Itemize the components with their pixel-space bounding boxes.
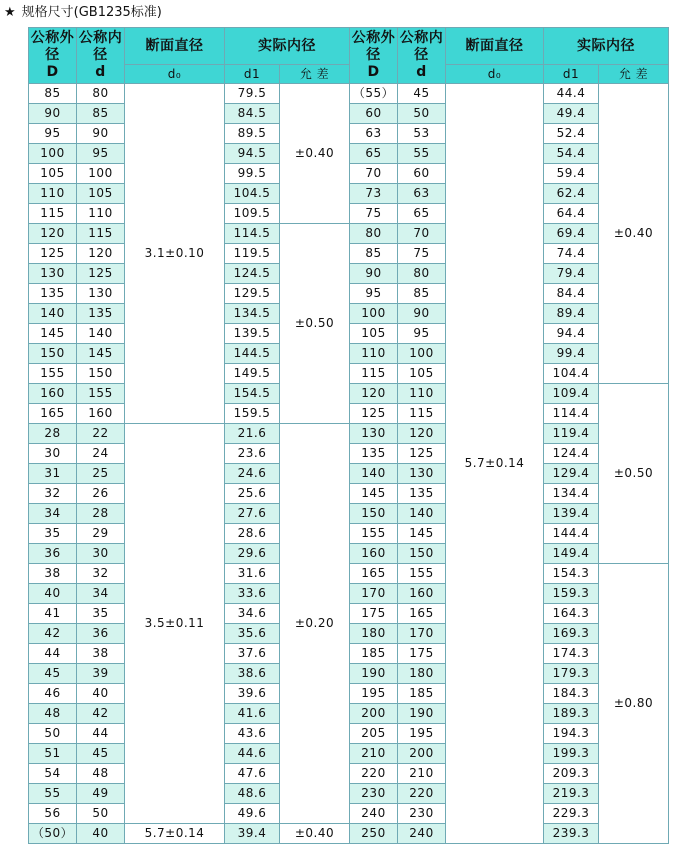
cell-actual-id-right: 169.3 (544, 624, 599, 644)
cell-nominal-od-right: 90 (350, 264, 398, 284)
cell-nominal-id-right: 135 (398, 484, 446, 504)
cell-actual-id: 39.6 (225, 684, 280, 704)
cell-nominal-od: 135 (29, 284, 77, 304)
cell-nominal-id-right: 175 (398, 644, 446, 664)
cell-nominal-od: 44 (29, 644, 77, 664)
cell-nominal-od: 42 (29, 624, 77, 644)
cell-tolerance: ±0.40 (280, 84, 350, 224)
cell-actual-id: 31.6 (225, 564, 280, 584)
cell-nominal-od: 30 (29, 444, 77, 464)
col-header-tolerance-right: 允 差 (599, 65, 669, 84)
cell-nominal-od: 120 (29, 224, 77, 244)
cell-actual-id-right: 109.4 (544, 384, 599, 404)
cell-actual-id-right: 64.4 (544, 204, 599, 224)
col-header-nominal-id-right: 公称内径 d (398, 28, 446, 84)
cell-nominal-id-right: 140 (398, 504, 446, 524)
cell-actual-id-right: 194.3 (544, 724, 599, 744)
col-header-d0: d₀ (125, 65, 225, 84)
cell-nominal-id: 39 (77, 664, 125, 684)
cell-nominal-id: 30 (77, 544, 125, 564)
cell-nominal-od-right: 155 (350, 524, 398, 544)
cell-actual-id: 44.6 (225, 744, 280, 764)
cell-actual-id-right: 94.4 (544, 324, 599, 344)
cell-nominal-id-right: 220 (398, 784, 446, 804)
cell-section-diameter: 3.1±0.10 (125, 84, 225, 424)
cell-nominal-od: 46 (29, 684, 77, 704)
cell-nominal-id: 26 (77, 484, 125, 504)
cell-nominal-id-right: 55 (398, 144, 446, 164)
cell-nominal-id: 150 (77, 364, 125, 384)
cell-actual-id-right: 114.4 (544, 404, 599, 424)
cell-nominal-od-right: 230 (350, 784, 398, 804)
col-header-nominal-id: 公称内径 d (77, 28, 125, 84)
cell-nominal-id-right: 120 (398, 424, 446, 444)
cell-actual-id-right: 119.4 (544, 424, 599, 444)
cell-nominal-id: 105 (77, 184, 125, 204)
cell-nominal-id: 160 (77, 404, 125, 424)
cell-actual-id: 104.5 (225, 184, 280, 204)
cell-actual-id-right: 209.3 (544, 764, 599, 784)
cell-nominal-id-right: 170 (398, 624, 446, 644)
cell-nominal-id: 29 (77, 524, 125, 544)
cell-actual-id: 114.5 (225, 224, 280, 244)
cell-nominal-id: 125 (77, 264, 125, 284)
cell-nominal-od: 28 (29, 424, 77, 444)
cell-nominal-id: 35 (77, 604, 125, 624)
cell-nominal-id-right: 155 (398, 564, 446, 584)
cell-actual-id-right: 229.3 (544, 804, 599, 824)
cell-actual-id-right: 179.3 (544, 664, 599, 684)
cell-actual-id-right: 54.4 (544, 144, 599, 164)
cell-actual-id-right: 239.3 (544, 824, 599, 844)
cell-nominal-od: 90 (29, 104, 77, 124)
cell-actual-id: 154.5 (225, 384, 280, 404)
cell-nominal-od: 130 (29, 264, 77, 284)
col-header-section-dia: 断面直径 (125, 28, 225, 65)
cell-tolerance: ±0.50 (280, 224, 350, 424)
cell-actual-id-right: 89.4 (544, 304, 599, 324)
cell-actual-id: 33.6 (225, 584, 280, 604)
table-row (29, 424, 669, 444)
cell-actual-id-right: 144.4 (544, 524, 599, 544)
cell-nominal-id: 95 (77, 144, 125, 164)
cell-nominal-id: 90 (77, 124, 125, 144)
cell-nominal-od-right: 205 (350, 724, 398, 744)
cell-nominal-od: 115 (29, 204, 77, 224)
cell-nominal-id: 50 (77, 804, 125, 824)
col-header-section-dia-right: 断面直径 (446, 28, 544, 65)
cell-actual-id-right: 79.4 (544, 264, 599, 284)
cell-nominal-od: 155 (29, 364, 77, 384)
cell-nominal-id-right: 185 (398, 684, 446, 704)
cell-nominal-od-right: 80 (350, 224, 398, 244)
cell-nominal-id: 38 (77, 644, 125, 664)
cell-nominal-id: 155 (77, 384, 125, 404)
cell-actual-id: 79.5 (225, 84, 280, 104)
cell-nominal-od-right: 150 (350, 504, 398, 524)
cell-actual-id-right: 69.4 (544, 224, 599, 244)
cell-nominal-od-right: 175 (350, 604, 398, 624)
cell-actual-id: 49.6 (225, 804, 280, 824)
cell-actual-id: 109.5 (225, 204, 280, 224)
cell-nominal-id: 120 (77, 244, 125, 264)
cell-actual-id-right: 199.3 (544, 744, 599, 764)
cell-nominal-id-right: 100 (398, 344, 446, 364)
cell-nominal-od: 85 (29, 84, 77, 104)
cell-actual-id-right: 159.3 (544, 584, 599, 604)
cell-nominal-id-right: 115 (398, 404, 446, 424)
cell-nominal-id-right: 70 (398, 224, 446, 244)
cell-nominal-od: 50 (29, 724, 77, 744)
cell-nominal-od: 150 (29, 344, 77, 364)
table-row (29, 84, 669, 104)
cell-nominal-id-right: 145 (398, 524, 446, 544)
cell-nominal-od-right: 115 (350, 364, 398, 384)
cell-nominal-id-right: 180 (398, 664, 446, 684)
cell-tolerance: ±0.40 (280, 824, 350, 844)
cell-nominal-id: 80 (77, 84, 125, 104)
cell-nominal-id-right: 195 (398, 724, 446, 744)
cell-nominal-id-right: 80 (398, 264, 446, 284)
cell-nominal-od-right: 135 (350, 444, 398, 464)
cell-section-diameter: 5.7±0.14 (125, 824, 225, 844)
title-text: 规格尺寸(GB1235标准) (21, 5, 162, 20)
cell-nominal-od-right: 240 (350, 804, 398, 824)
cell-nominal-od: 165 (29, 404, 77, 424)
cell-nominal-od-right: （55） (350, 84, 398, 104)
cell-actual-id-right: 124.4 (544, 444, 599, 464)
cell-nominal-id-right: 50 (398, 104, 446, 124)
cell-actual-id: 27.6 (225, 504, 280, 524)
cell-actual-id: 43.6 (225, 724, 280, 744)
cell-nominal-id: 40 (77, 824, 125, 844)
cell-nominal-id: 115 (77, 224, 125, 244)
cell-actual-id: 23.6 (225, 444, 280, 464)
cell-nominal-id-right: 200 (398, 744, 446, 764)
cell-nominal-od-right: 95 (350, 284, 398, 304)
cell-nominal-id-right: 75 (398, 244, 446, 264)
cell-nominal-od: 35 (29, 524, 77, 544)
cell-nominal-od-right: 63 (350, 124, 398, 144)
cell-nominal-id-right: 150 (398, 544, 446, 564)
cell-actual-id-right: 104.4 (544, 364, 599, 384)
cell-nominal-od-right: 195 (350, 684, 398, 704)
cell-nominal-od: 34 (29, 504, 77, 524)
cell-actual-id: 48.6 (225, 784, 280, 804)
cell-nominal-id-right: 125 (398, 444, 446, 464)
cell-actual-id-right: 139.4 (544, 504, 599, 524)
cell-nominal-od: 32 (29, 484, 77, 504)
cell-nominal-id-right: 63 (398, 184, 446, 204)
cell-nominal-od: 125 (29, 244, 77, 264)
cell-actual-id: 24.6 (225, 464, 280, 484)
cell-nominal-od: 48 (29, 704, 77, 724)
cell-actual-id-right: 134.4 (544, 484, 599, 504)
cell-nominal-od: 40 (29, 584, 77, 604)
cell-nominal-od: 56 (29, 804, 77, 824)
cell-nominal-id-right: 190 (398, 704, 446, 724)
cell-actual-id: 99.5 (225, 164, 280, 184)
star-icon: ★ (4, 5, 16, 20)
cell-nominal-id-right: 105 (398, 364, 446, 384)
cell-nominal-od-right: 125 (350, 404, 398, 424)
cell-nominal-od: 36 (29, 544, 77, 564)
cell-nominal-od-right: 75 (350, 204, 398, 224)
cell-actual-id: 21.6 (225, 424, 280, 444)
cell-nominal-id-right: 165 (398, 604, 446, 624)
cell-nominal-id: 34 (77, 584, 125, 604)
cell-actual-id: 29.6 (225, 544, 280, 564)
cell-nominal-od-right: 170 (350, 584, 398, 604)
cell-actual-id-right: 149.4 (544, 544, 599, 564)
spec-table (28, 27, 669, 844)
cell-nominal-id-right: 95 (398, 324, 446, 344)
cell-nominal-id: 36 (77, 624, 125, 644)
cell-tolerance-right: ±0.50 (599, 384, 669, 564)
cell-actual-id: 89.5 (225, 124, 280, 144)
cell-nominal-od-right: 250 (350, 824, 398, 844)
cell-nominal-od: 105 (29, 164, 77, 184)
cell-nominal-od-right: 85 (350, 244, 398, 264)
cell-nominal-id: 45 (77, 744, 125, 764)
col-header-d1: d1 (225, 65, 280, 84)
cell-nominal-od-right: 145 (350, 484, 398, 504)
cell-nominal-id: 25 (77, 464, 125, 484)
cell-nominal-od-right: 130 (350, 424, 398, 444)
cell-actual-id: 129.5 (225, 284, 280, 304)
cell-actual-id: 28.6 (225, 524, 280, 544)
cell-actual-id: 35.6 (225, 624, 280, 644)
cell-nominal-id: 48 (77, 764, 125, 784)
cell-nominal-id: 22 (77, 424, 125, 444)
cell-nominal-id: 130 (77, 284, 125, 304)
cell-nominal-od-right: 200 (350, 704, 398, 724)
cell-actual-id: 159.5 (225, 404, 280, 424)
cell-tolerance-right: ±0.40 (599, 84, 669, 384)
cell-actual-id: 84.5 (225, 104, 280, 124)
cell-actual-id-right: 184.3 (544, 684, 599, 704)
cell-nominal-od-right: 70 (350, 164, 398, 184)
cell-nominal-od-right: 120 (350, 384, 398, 404)
page-title (4, 2, 162, 24)
col-header-nominal-od: 公称外径 D (29, 28, 77, 84)
cell-nominal-id-right: 90 (398, 304, 446, 324)
cell-nominal-id: 24 (77, 444, 125, 464)
cell-nominal-od: 140 (29, 304, 77, 324)
cell-actual-id-right: 174.3 (544, 644, 599, 664)
col-header-d1-right: d1 (544, 65, 599, 84)
cell-actual-id-right: 62.4 (544, 184, 599, 204)
cell-nominal-od-right: 60 (350, 104, 398, 124)
cell-nominal-od-right: 165 (350, 564, 398, 584)
cell-actual-id: 34.6 (225, 604, 280, 624)
cell-nominal-od: 38 (29, 564, 77, 584)
cell-nominal-od-right: 65 (350, 144, 398, 164)
cell-actual-id-right: 52.4 (544, 124, 599, 144)
cell-nominal-od-right: 100 (350, 304, 398, 324)
cell-actual-id: 134.5 (225, 304, 280, 324)
cell-section-diameter-right: 5.7±0.14 (446, 84, 544, 844)
cell-nominal-id: 135 (77, 304, 125, 324)
cell-tolerance-right: ±0.80 (599, 564, 669, 844)
cell-nominal-id-right: 65 (398, 204, 446, 224)
cell-actual-id-right: 84.4 (544, 284, 599, 304)
cell-actual-id-right: 59.4 (544, 164, 599, 184)
cell-nominal-od: 31 (29, 464, 77, 484)
cell-nominal-id-right: 53 (398, 124, 446, 144)
cell-nominal-id-right: 240 (398, 824, 446, 844)
header-row-main (29, 28, 669, 65)
col-header-d0-right: d₀ (446, 65, 544, 84)
cell-section-diameter: 3.5±0.11 (125, 424, 225, 824)
cell-nominal-id-right: 160 (398, 584, 446, 604)
cell-actual-id: 149.5 (225, 364, 280, 384)
cell-nominal-id: 42 (77, 704, 125, 724)
cell-nominal-od: 55 (29, 784, 77, 804)
cell-actual-id-right: 164.3 (544, 604, 599, 624)
cell-nominal-od: 100 (29, 144, 77, 164)
cell-nominal-od: 110 (29, 184, 77, 204)
cell-nominal-od: 54 (29, 764, 77, 784)
cell-nominal-od: （50） (29, 824, 77, 844)
cell-nominal-od: 51 (29, 744, 77, 764)
cell-nominal-id: 145 (77, 344, 125, 364)
cell-actual-id-right: 189.3 (544, 704, 599, 724)
cell-actual-id: 139.5 (225, 324, 280, 344)
cell-nominal-od-right: 210 (350, 744, 398, 764)
cell-actual-id: 47.6 (225, 764, 280, 784)
cell-nominal-id-right: 110 (398, 384, 446, 404)
cell-nominal-od-right: 220 (350, 764, 398, 784)
cell-actual-id: 39.4 (225, 824, 280, 844)
cell-nominal-id: 140 (77, 324, 125, 344)
cell-actual-id-right: 154.3 (544, 564, 599, 584)
table-row (29, 824, 669, 844)
cell-nominal-id-right: 230 (398, 804, 446, 824)
cell-nominal-id: 49 (77, 784, 125, 804)
cell-nominal-id: 100 (77, 164, 125, 184)
cell-nominal-od-right: 185 (350, 644, 398, 664)
cell-nominal-od: 95 (29, 124, 77, 144)
col-header-actual-id-right: 实际内径 (544, 28, 669, 65)
cell-actual-id-right: 129.4 (544, 464, 599, 484)
cell-actual-id: 124.5 (225, 264, 280, 284)
header-row-sub (29, 65, 669, 84)
cell-actual-id: 144.5 (225, 344, 280, 364)
cell-nominal-od: 160 (29, 384, 77, 404)
cell-nominal-id: 40 (77, 684, 125, 704)
cell-actual-id: 41.6 (225, 704, 280, 724)
cell-nominal-id: 44 (77, 724, 125, 744)
cell-nominal-od-right: 160 (350, 544, 398, 564)
cell-nominal-od-right: 105 (350, 324, 398, 344)
col-header-nominal-od-right: 公称外径 D (350, 28, 398, 84)
cell-nominal-od: 145 (29, 324, 77, 344)
cell-actual-id: 119.5 (225, 244, 280, 264)
cell-nominal-od: 45 (29, 664, 77, 684)
cell-nominal-id-right: 45 (398, 84, 446, 104)
cell-nominal-id-right: 60 (398, 164, 446, 184)
cell-actual-id: 25.6 (225, 484, 280, 504)
cell-nominal-od: 41 (29, 604, 77, 624)
cell-nominal-id: 28 (77, 504, 125, 524)
cell-actual-id-right: 49.4 (544, 104, 599, 124)
cell-actual-id: 37.6 (225, 644, 280, 664)
cell-actual-id-right: 219.3 (544, 784, 599, 804)
cell-actual-id: 38.6 (225, 664, 280, 684)
cell-actual-id-right: 44.4 (544, 84, 599, 104)
cell-nominal-od-right: 110 (350, 344, 398, 364)
cell-nominal-od-right: 140 (350, 464, 398, 484)
cell-nominal-id-right: 85 (398, 284, 446, 304)
cell-nominal-id: 110 (77, 204, 125, 224)
col-header-actual-id: 实际内径 (225, 28, 350, 65)
cell-actual-id-right: 74.4 (544, 244, 599, 264)
cell-nominal-id: 85 (77, 104, 125, 124)
col-header-tolerance: 允 差 (280, 65, 350, 84)
cell-nominal-id-right: 130 (398, 464, 446, 484)
cell-nominal-id: 32 (77, 564, 125, 584)
cell-nominal-od-right: 180 (350, 624, 398, 644)
cell-nominal-id-right: 210 (398, 764, 446, 784)
cell-tolerance: ±0.20 (280, 424, 350, 824)
cell-actual-id: 94.5 (225, 144, 280, 164)
cell-actual-id-right: 99.4 (544, 344, 599, 364)
cell-nominal-od-right: 73 (350, 184, 398, 204)
cell-nominal-od-right: 190 (350, 664, 398, 684)
